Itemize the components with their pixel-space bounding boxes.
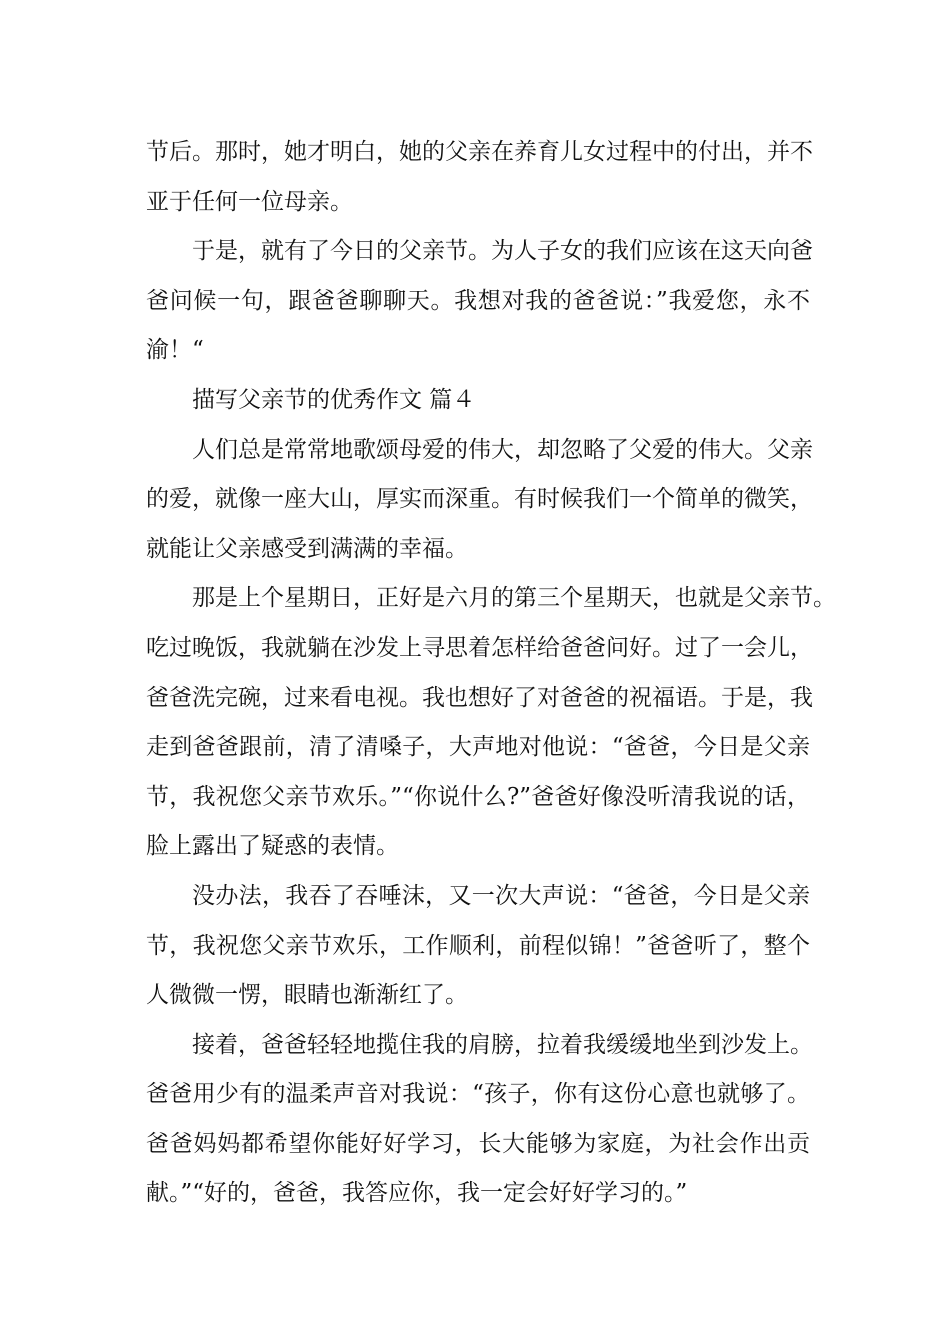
text-line: 献。”“好的，爸爸，我答应你，我一定会好好学习的。” <box>146 1180 688 1207</box>
document-body <box>146 128 836 1219</box>
text-line: 人微微一愣，眼睛也渐渐红了。 <box>146 982 468 1009</box>
text-line: 渝！“ <box>146 337 204 364</box>
text-line: 脸上露出了疑惑的表情。 <box>146 833 399 860</box>
text-line: 就能让父亲感受到满满的幸福。 <box>146 535 468 562</box>
text-line: 爸爸妈妈都希望你能好好学习，长大能够为家庭，为社会作出贡 <box>146 1130 810 1157</box>
text-line: 没办法，我吞了吞唾沫，又一次大声说：“爸爸，今日是父亲 <box>192 882 810 909</box>
text-line: 那是上个星期日，正好是六月的第三个星期天，也就是父亲节。 <box>192 585 836 612</box>
text-line: 爸爸洗完碗，过来看电视。我也想好了对爸爸的祝福语。于是，我 <box>146 684 813 711</box>
text-line: 爸爸用少有的温柔声音对我说：“孩子，你有这份心意也就够了。 <box>146 1081 810 1108</box>
text-line: 亚于任何一位母亲。 <box>146 188 353 215</box>
section-heading: 描写父亲节的优秀作文 篇４ <box>192 386 476 413</box>
text-line: 节后。那时，她才明白，她的父亲在养育儿女过程中的付出，并不 <box>146 139 813 165</box>
text-line: 节，我祝您父亲节欢乐，工作顺利，前程似锦！”爸爸听了，整个 <box>146 932 810 959</box>
text-line: 接着，爸爸轻轻地揽住我的肩膀，拉着我缓缓地坐到沙发上。 <box>192 1031 813 1058</box>
text-line: 走到爸爸跟前，清了清嗓子，大声地对他说：“爸爸，今日是父亲 <box>146 734 810 761</box>
text-line: 人们总是常常地歌颂母爱的伟大，却忽略了父爱的伟大。父亲 <box>192 436 813 463</box>
text-line: 爸问候一句，跟爸爸聊聊天。我想对我的爸爸说：”我爱您，永不 <box>146 287 810 314</box>
text-line: 吃过晚饭，我就躺在沙发上寻思着怎样给爸爸问好。过了一会儿， <box>146 634 813 661</box>
text-line: 于是，就有了今日的父亲节。为人子女的我们应该在这天向爸 <box>192 238 813 265</box>
text-line: 节，我祝您父亲节欢乐。”“你说什么?”爸爸好像没听清我说的话， <box>146 783 810 810</box>
text-line: 的爱，就像一座大山，厚实而深重。有时候我们一个简单的微笑， <box>146 486 813 513</box>
